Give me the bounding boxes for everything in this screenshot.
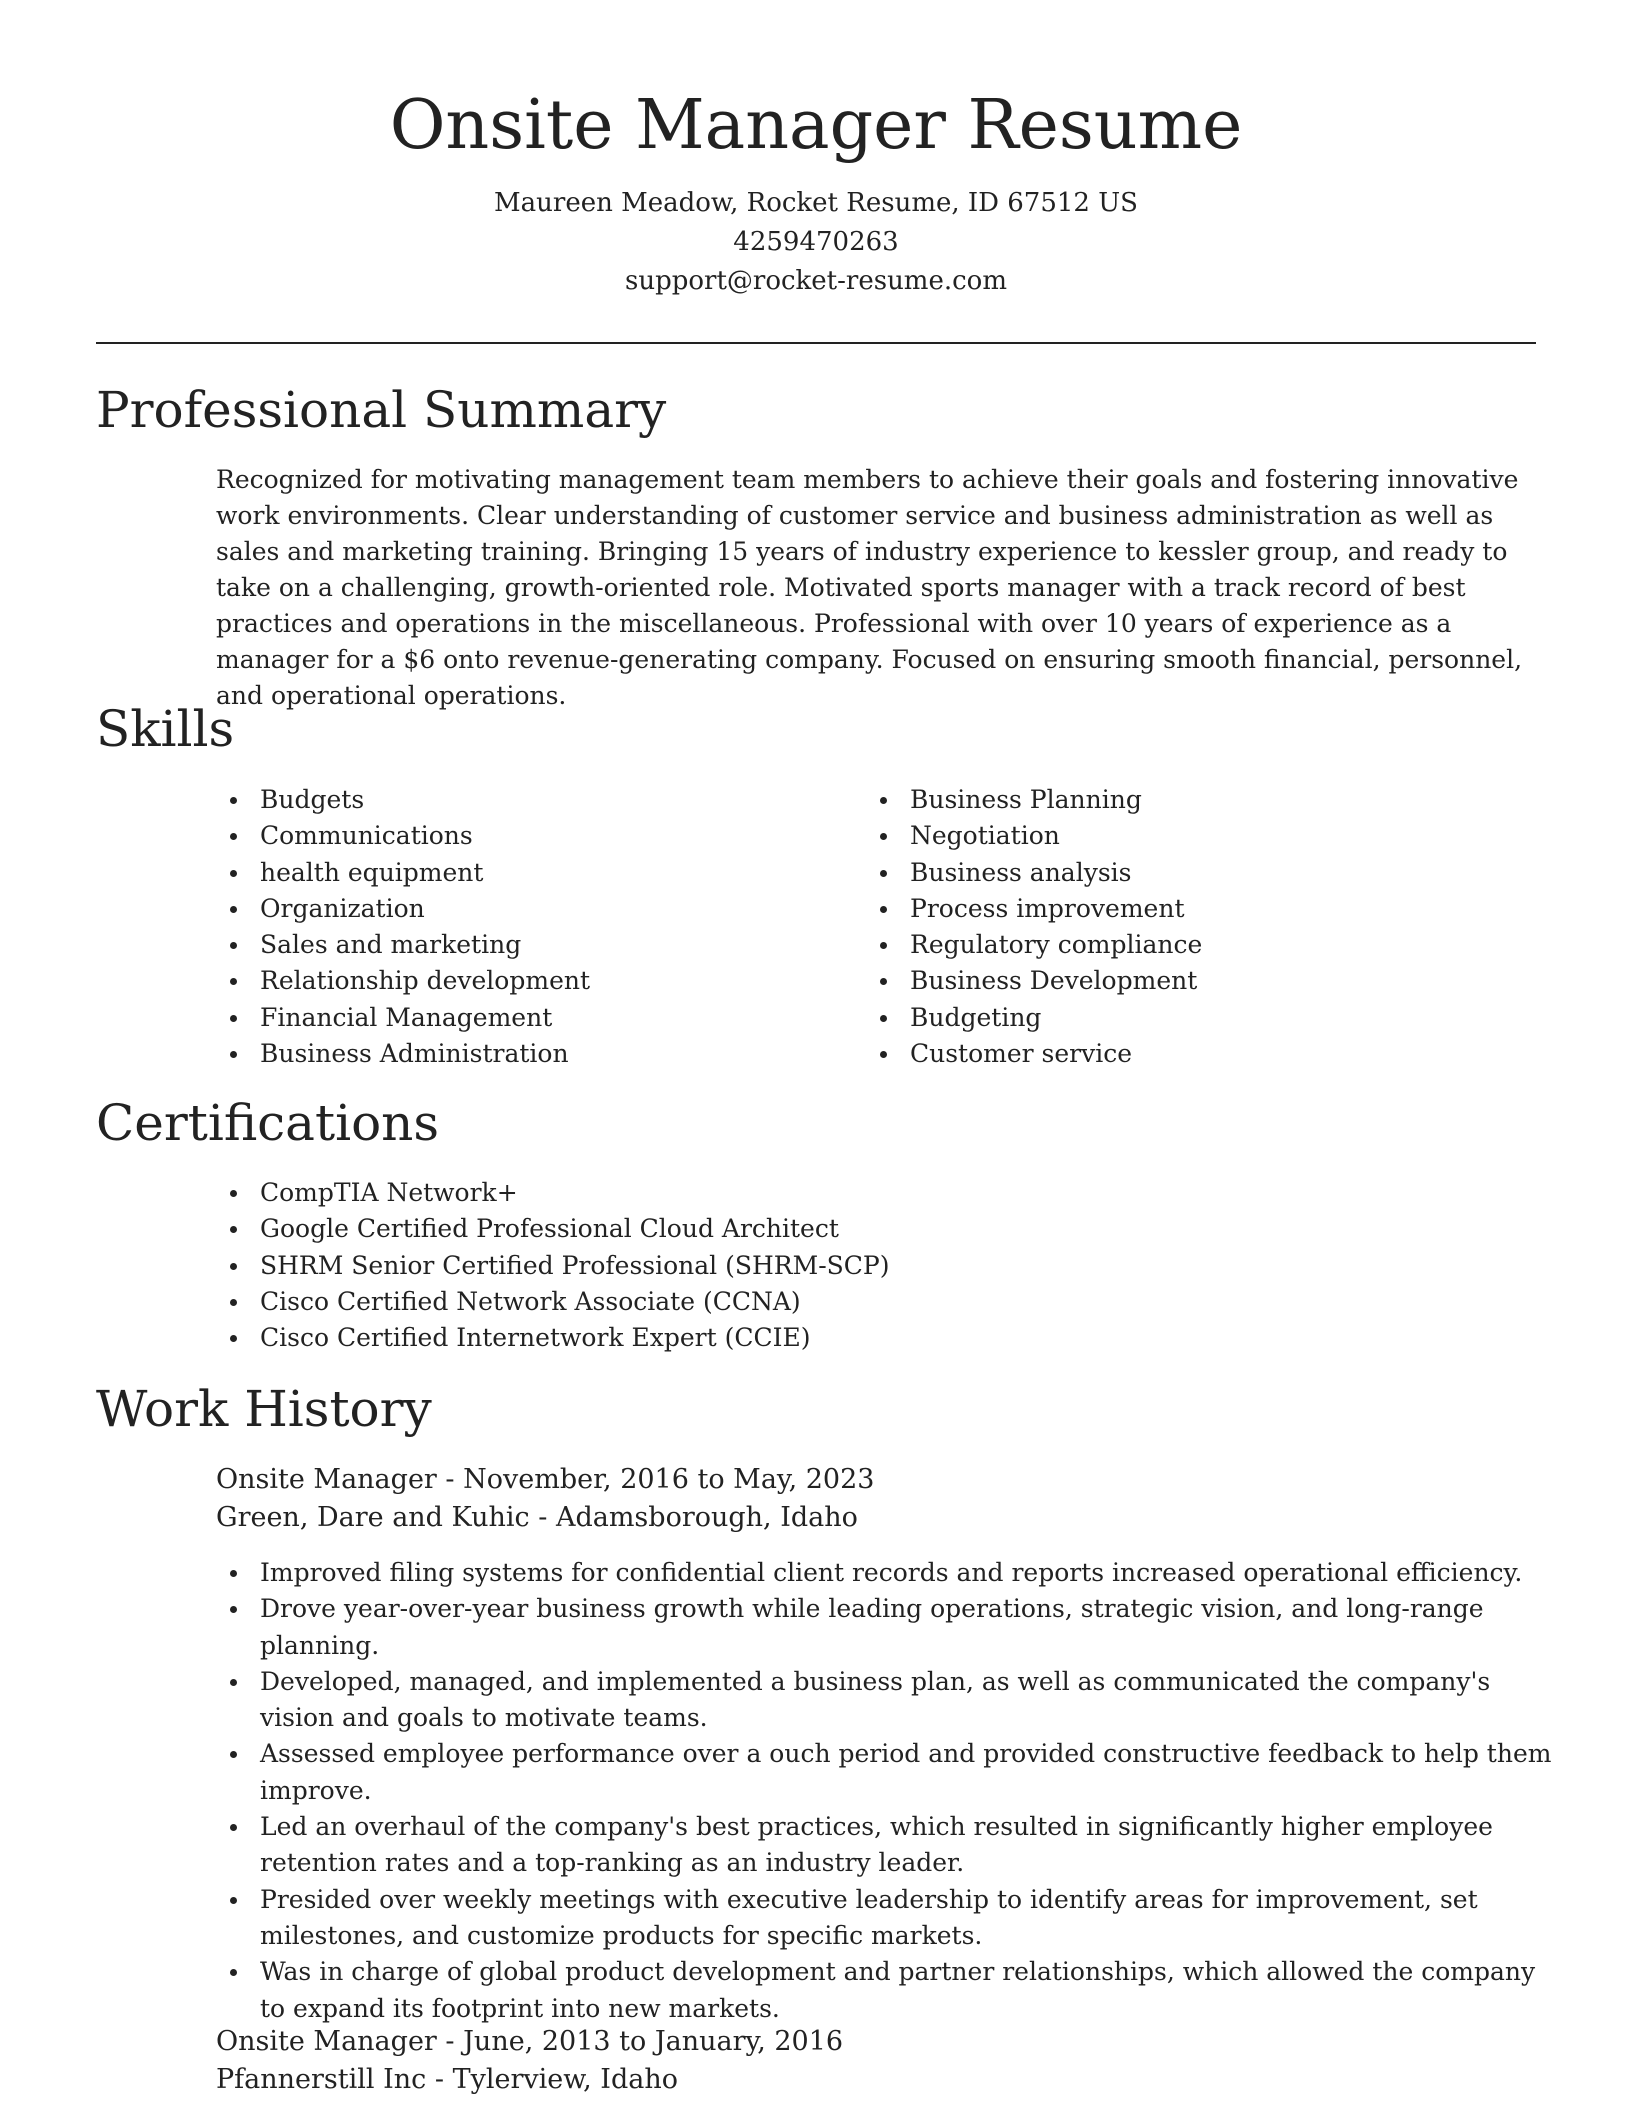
certification-item: Cisco Certified Internetwork Expert (CCIE) — [216, 1320, 1316, 1356]
skill-item: Customer service — [866, 1036, 1506, 1072]
skill-item: Financial Management — [216, 1000, 856, 1036]
certification-item: CompTIA Network+ — [216, 1175, 1316, 1211]
skill-item: Sales and marketing — [216, 927, 856, 963]
skill-item: Business Development — [866, 963, 1506, 999]
summary-text: Recognized for motivating management team members to achieve their goals and fostering innovative work environments. Clear understanding of customer service and business administration as well as sales and marketing training. Bringing 15 years of industry experience to kessler group, and ready to take on a challenging, growth-oriented role. Motivated sports manager with a track record of best practices and operations in the miscellaneous. Professional with over 10 years of experience as a manager for a $6 onto revenue-generating company. Focused on ensuring smooth financial, personnel, and operational operations. — [216, 465, 1523, 710]
job-duty-item: Assessed employee performance over a ouch period and provided constructive feedback to help them improve. — [216, 1736, 1556, 1809]
job-duty-item: Improved filing systems for confidential client records and reports increased operational efficiency. — [216, 1555, 1556, 1591]
skill-item: health equipment — [216, 855, 856, 891]
job-duties-list — [216, 1555, 1556, 2027]
certification-item: Google Certified Professional Cloud Architect — [216, 1211, 1316, 1247]
job-duty-item: Drove year-over-year business growth while leading operations, strategic vision, and long-range planning. — [216, 1591, 1556, 1664]
skills-heading: Skills — [96, 700, 235, 758]
skill-item: Negotiation — [866, 818, 1506, 854]
skill-item: Budgeting — [866, 1000, 1506, 1036]
job-duty-item: Presided over weekly meetings with executive leadership to identify areas for improvement, set milestones, and customize products for specific markets. — [216, 1882, 1556, 1955]
job-company-location: Pfannerstill Inc - Tylerview, Idaho — [216, 2064, 678, 2095]
skill-item: Organization — [216, 891, 856, 927]
contact-info — [0, 184, 1632, 301]
work-history-heading: Work History — [96, 1380, 432, 1438]
job-title-dates: Onsite Manager - June, 2013 to January, 2016 — [216, 2026, 844, 2057]
job-duty-item: Was in charge of global product development and partner relationships, which allowed the company to expand its footprint into new markets. — [216, 1954, 1556, 2027]
job-company-location: Green, Dare and Kuhic - Adamsborough, Idaho — [216, 1502, 858, 1533]
header-divider — [96, 342, 1536, 344]
job-duty-item: Led an overhaul of the company's best practices, which resulted in significantly higher employee retention rates and a top-ranking as an industry leader. — [216, 1809, 1556, 1882]
resume-header — [0, 82, 1632, 301]
skill-item: Communications — [216, 818, 856, 854]
skill-item: Budgets — [216, 782, 856, 818]
contact-email: support@rocket-resume.com — [624, 266, 1007, 296]
skill-item: Process improvement — [866, 891, 1506, 927]
skill-item: Relationship development — [216, 963, 856, 999]
skill-item: Business analysis — [866, 855, 1506, 891]
job-duty-item: Developed, managed, and implemented a business plan, as well as communicated the company's vision and goals to motivate teams. — [216, 1664, 1556, 1737]
certifications-heading: Certifications — [96, 1094, 440, 1152]
contact-phone: 4259470263 — [733, 227, 899, 257]
certifications-list — [216, 1175, 1316, 1356]
job-title-dates: Onsite Manager - November, 2016 to May, 2023 — [216, 1464, 875, 1495]
certification-item: SHRM Senior Certified Professional (SHRM-SCP) — [216, 1248, 1316, 1284]
certification-item: Cisco Certified Network Associate (CCNA) — [216, 1284, 1316, 1320]
skill-item: Business Planning — [866, 782, 1506, 818]
skills-list-right — [866, 782, 1506, 1072]
skill-item: Business Administration — [216, 1036, 856, 1072]
skills-list-left — [216, 782, 856, 1072]
contact-address: Maureen Meadow, Rocket Resume, ID 67512 US — [494, 188, 1138, 218]
skill-item: Regulatory compliance — [866, 927, 1506, 963]
resume-title: Onsite Manager Resume — [389, 86, 1243, 165]
summary-heading: Professional Summary — [96, 381, 667, 439]
